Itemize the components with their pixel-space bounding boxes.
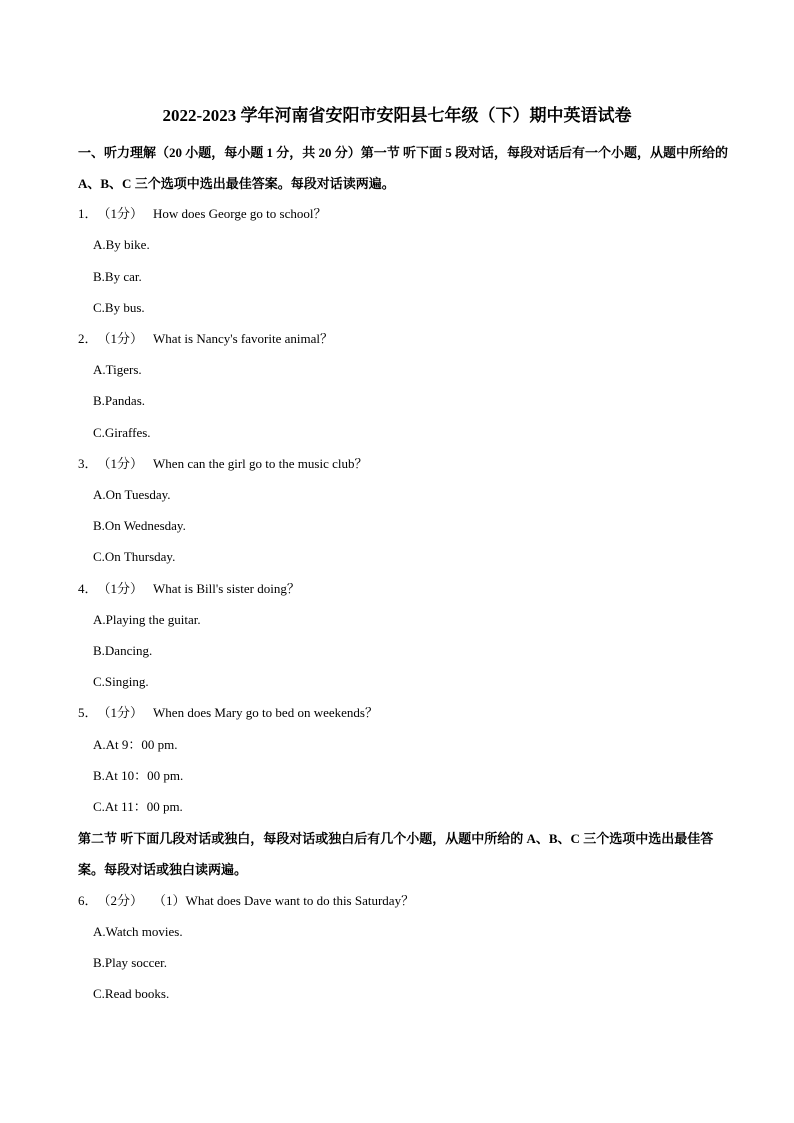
question-stem: When does Mary go to bed on weekends？ <box>153 705 378 720</box>
sub-question-number: （1） <box>153 893 186 908</box>
question-number: 4． <box>78 581 98 596</box>
section-1-heading: 一、听力理解（20 小题，每小题 1 分，共 20 分）第一节 听下面 5 段对话，每段对话后有一个小题，从题中所给的 A、B、C 三个选项中选出最佳答案。每段对话读两遍。 <box>78 145 729 191</box>
question-3-option-b: B.On Wednesday. <box>93 518 186 533</box>
question-3-option-c: C.On Thursday. <box>93 549 176 564</box>
question-6-option-c: C.Read books. <box>93 986 170 1001</box>
question-3 <box>78 454 367 474</box>
question-number: 2． <box>78 331 98 346</box>
question-4-option-b: B.Dancing. <box>93 643 153 658</box>
question-3-option-a: A.On Tuesday. <box>93 487 171 502</box>
question-stem: What is Nancy's favorite animal？ <box>153 331 333 346</box>
question-2-option-c: C.Giraffes. <box>93 425 151 440</box>
question-number: 6． <box>78 893 98 908</box>
section-2-heading: 第二节 听下面几段对话或独白，每段对话或独白后有几个小题，从题中所给的 A、B、C 三个选项中选出最佳答案。每段对话或独白读两遍。 <box>78 831 714 877</box>
question-stem: When can the girl go to the music club？ <box>153 456 368 471</box>
question-score: （1分） <box>97 581 144 596</box>
question-stem: How does George go to school？ <box>153 206 327 221</box>
exam-title: 2022-2023 学年河南省安阳市安阳县七年级（下）期中英语试卷 <box>162 106 632 125</box>
question-number: 3． <box>78 456 98 471</box>
question-5 <box>78 703 378 723</box>
question-5-option-c: C.At 11：00 pm. <box>93 799 183 814</box>
question-6-option-b: B.Play soccer. <box>93 955 168 970</box>
question-score: （1分） <box>97 705 144 720</box>
question-stem: What is Bill's sister doing？ <box>153 581 300 596</box>
question-5-option-b: B.At 10：00 pm. <box>93 768 184 783</box>
question-2 <box>78 329 333 349</box>
question-2-option-b: B.Pandas. <box>93 393 145 408</box>
question-5-option-a: A.At 9：00 pm. <box>93 737 178 752</box>
question-6-option-a: A.Watch movies. <box>93 924 183 939</box>
question-number: 1． <box>78 206 98 221</box>
question-stem: What does Dave want to do this Saturday？ <box>185 893 415 908</box>
question-score: （1分） <box>97 456 144 471</box>
question-4 <box>78 579 300 599</box>
question-6 <box>78 891 414 911</box>
question-score: （1分） <box>97 206 144 221</box>
question-2-option-a: A.Tigers. <box>93 362 142 377</box>
question-score: （2分） <box>97 893 144 908</box>
question-number: 5． <box>78 705 98 720</box>
question-1 <box>78 204 326 224</box>
question-1-option-a: A.By bike. <box>93 237 150 252</box>
question-4-option-a: A.Playing the guitar. <box>93 612 201 627</box>
question-1-option-c: C.By bus. <box>93 300 145 315</box>
question-1-option-b: B.By car. <box>93 269 142 284</box>
question-4-option-c: C.Singing. <box>93 674 149 689</box>
question-score: （1分） <box>97 331 144 346</box>
